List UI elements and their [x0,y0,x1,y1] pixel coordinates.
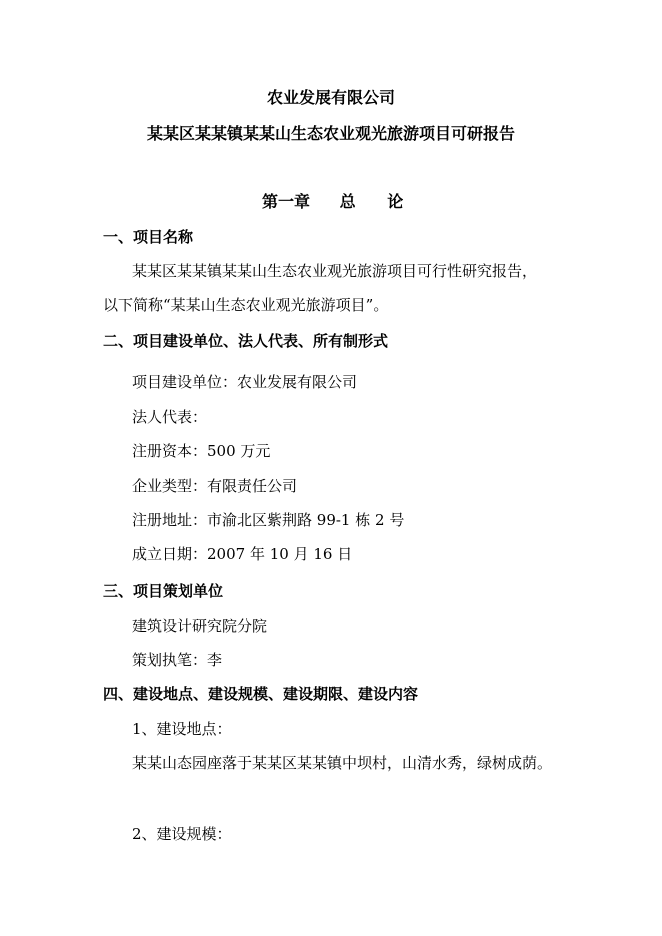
section-1-para-line2: 以下简称“某某山生态农业观光旅游项目”。 [103,296,389,314]
enterprise-type: 企业类型：有限责任公司 [132,477,298,495]
registered-capital: 注册资本：500 万元 [132,442,271,460]
construction-unit: 项目建设单位：农业发展有限公司 [132,373,358,391]
legal-representative: 法人代表： [132,408,208,426]
chapter-heading [262,192,403,212]
subsection-construction-scale: 2、建设规模： [132,825,232,843]
construction-site-description: 某某山态园座落于某某区某某镇中坝村，山清水秀，绿树成荫。 [132,754,553,772]
planning-writer: 策划执笔：李 [132,651,223,669]
section-heading-2: 二、项目建设单位、法人代表、所有制形式 [103,332,389,350]
section-1-para-line1: 某某区某某镇某某山生态农业观光旅游项目可行性研究报告， [132,262,538,280]
company-title: 农业发展有限公司 [266,88,395,107]
section-heading-1: 一、项目名称 [103,228,194,246]
section-heading-3: 三、项目策划单位 [103,582,224,600]
section-heading-4: 四、建设地点、建设规模、建设期限、建设内容 [103,685,419,703]
registered-address: 注册地址：市渝北区紫荆路 99-1 栋 2 号 [132,511,405,529]
report-title: 某某区某某镇某某山生态农业观光旅游项目可研报告 [146,124,515,143]
establishment-date: 成立日期：2007 年 10 月 16 日 [132,545,353,563]
chapter-name-part2: 论 [387,192,404,211]
subsection-construction-site: 1、建设地点： [132,720,232,738]
planning-unit: 建筑设计研究院分院 [132,617,268,635]
chapter-number: 第一章 [262,192,311,211]
chapter-name-part1: 总 [339,192,356,211]
